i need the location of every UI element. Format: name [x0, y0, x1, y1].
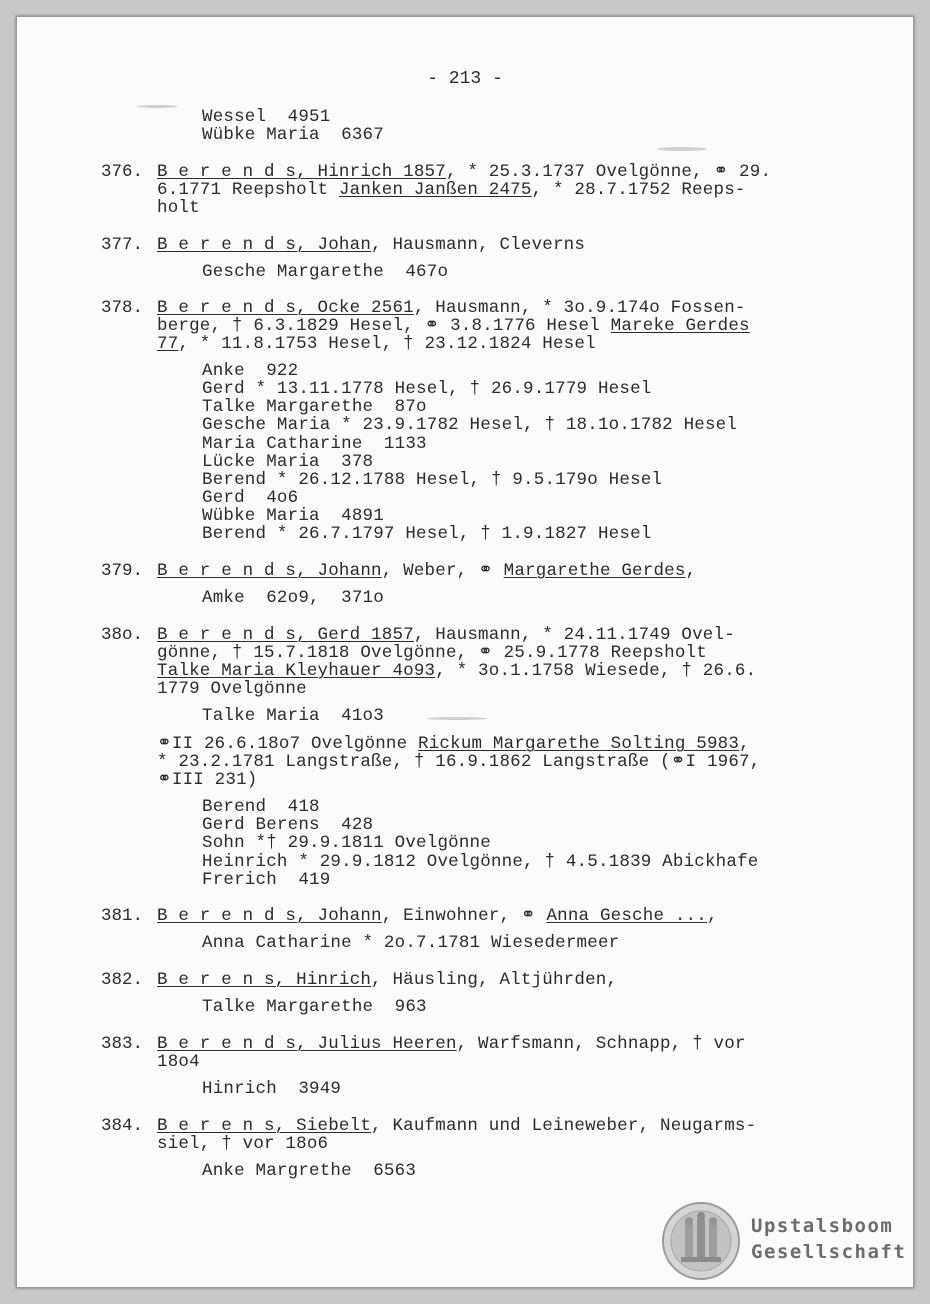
child-line: Anke 922: [202, 361, 299, 381]
child-line: Lücke Maria 378: [202, 452, 374, 472]
child-line: Gerd Berens 428: [202, 815, 374, 835]
child-line: Talke Maria 41o3: [202, 706, 384, 726]
entry-number: 378.: [101, 298, 144, 318]
child-line: Gesche Maria * 23.9.1782 Hesel, † 18.1o.1782 Hesel: [202, 415, 738, 435]
logo-text-line1: Upstalsboom: [751, 1215, 894, 1237]
child-line: Heinrich * 29.9.1812 Ovelgönne, † 4.5.1839 Abickhafe: [202, 852, 759, 872]
marriage-line: ⚭III 231): [157, 770, 258, 790]
child-line: Talke Margarethe 87o: [202, 397, 427, 417]
entry-line: 18o4: [157, 1052, 200, 1072]
marriage-line: ⚭II 26.6.18o7 Ovelgönne Rickum Margarethe Solting 5983,: [157, 734, 750, 754]
child-line: Gerd 4o6: [202, 488, 299, 508]
entry-line: B e r e n d s, Julius Heeren, Warfsmann, Schnapp, † vor: [157, 1034, 746, 1054]
scan-noise: [137, 105, 177, 108]
child-line: Anke Margrethe 6563: [202, 1161, 417, 1181]
child-line: Maria Catharine 1133: [202, 434, 427, 454]
entry-line: B e r e n d s, Johann, Einwohner, ⚭ Anna Gesche ...,: [157, 906, 718, 926]
page-number: - 213 -: [427, 69, 503, 89]
entry-line: B e r e n d s, Johann, Weber, ⚭ Margarethe Gerdes,: [157, 561, 697, 581]
child-line: Hinrich 3949: [202, 1079, 342, 1099]
entry-number: 38o.: [101, 625, 144, 645]
child-line: Frerich 419: [202, 870, 331, 890]
child-line: Sohn *† 29.9.1811 Ovelgönne: [202, 833, 491, 853]
entry-line: berge, † 6.3.1829 Hesel, ⚭ 3.8.1776 Hesel Mareke Gerdes: [157, 316, 750, 336]
intro-line: Wessel 4951: [202, 107, 331, 127]
entry-number: 381.: [101, 906, 144, 926]
document-page: [16, 16, 914, 1288]
entry-line: 6.1771 Reepsholt Janken Janßen 2475, * 28.7.1752 Reeps-: [157, 180, 746, 200]
entry-line: B e r e n s, Siebelt, Kaufmann und Leineweber, Neugarms-: [157, 1116, 757, 1136]
child-line: Gesche Margarethe 467o: [202, 262, 449, 282]
child-line: Talke Margarethe 963: [202, 997, 427, 1017]
child-line: Berend * 26.12.1788 Hesel, † 9.5.179o Hesel: [202, 470, 663, 490]
child-line: Berend * 26.7.1797 Hesel, † 1.9.1827 Hesel: [202, 524, 652, 544]
entry-number: 382.: [101, 970, 144, 990]
logo-text-line2: Gesellschaft: [751, 1241, 907, 1263]
society-seal-icon: [661, 1201, 741, 1281]
marriage-line: * 23.2.1781 Langstraße, † 16.9.1862 Langstraße (⚭I 1967,: [157, 752, 761, 772]
entry-number: 383.: [101, 1034, 144, 1054]
child-line: Berend 418: [202, 797, 320, 817]
entry-line: 1779 Ovelgönne: [157, 679, 307, 699]
entry-line: B e r e n d s, Gerd 1857, Hausmann, * 24.11.1749 Ovel-: [157, 625, 735, 645]
child-line: Amke 62o9, 371o: [202, 588, 384, 608]
child-line: Anna Catharine * 2o.7.1781 Wiesedermeer: [202, 933, 620, 953]
entry-number: 379.: [101, 561, 144, 581]
entry-line: Talke Maria Kleyhauer 4o93, * 3o.1.1758 Wiesede, † 26.6.: [157, 661, 757, 681]
entry-line: B e r e n s, Hinrich, Häusling, Altjührden,: [157, 970, 618, 990]
entry-line: gönne, † 15.7.1818 Ovelgönne, ⚭ 25.9.1778 Reepsholt: [157, 643, 707, 663]
entry-line: siel, † vor 18o6: [157, 1134, 329, 1154]
scan-noise: [427, 717, 487, 720]
entry-number: 376.: [101, 162, 144, 182]
intro-line: Wübke Maria 6367: [202, 125, 384, 145]
scan-noise: [657, 147, 707, 151]
entry-line: B e r e n d s, Johan, Hausmann, Cleverns: [157, 235, 586, 255]
entry-line: B e r e n d s, Ocke 2561, Hausmann, * 3o.9.174o Fossen-: [157, 298, 746, 318]
entry-line: B e r e n d s, Hinrich 1857, * 25.3.1737 Ovelgönne, ⚭ 29.: [157, 162, 772, 182]
entry-line: holt: [157, 198, 200, 218]
entry-number: 377.: [101, 235, 144, 255]
entry-number: 384.: [101, 1116, 144, 1136]
child-line: Wübke Maria 4891: [202, 506, 384, 526]
child-line: Gerd * 13.11.1778 Hesel, † 26.9.1779 Hesel: [202, 379, 652, 399]
entry-line: 77, * 11.8.1753 Hesel, † 23.12.1824 Hesel: [157, 334, 596, 354]
